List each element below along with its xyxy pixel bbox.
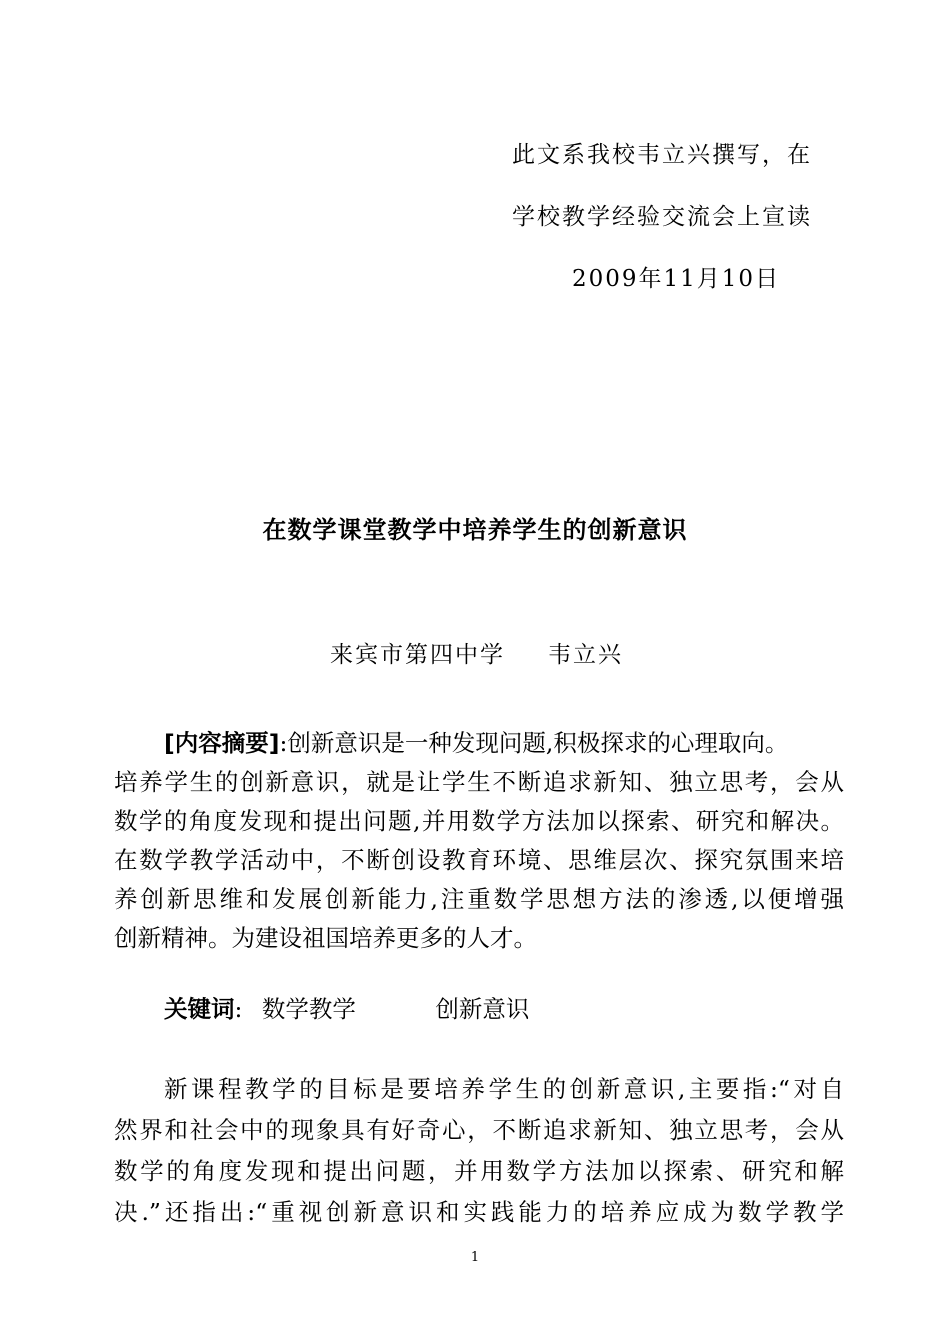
- header-note-line-2: 学校教学经验交流会上宣读: [512, 204, 812, 230]
- page-number: 1: [470, 1250, 480, 1265]
- body-line-4: 决.”还指出:“重视创新意识和实践能力的培养应成为数学教学: [114, 1198, 844, 1226]
- abstract-line-6: 创新精神。为建设祖国培养更多的人才。: [114, 924, 537, 952]
- header-note-line-1: 此文系我校韦立兴撰写，在: [512, 142, 812, 168]
- abstract-line-1: [164, 724, 844, 758]
- author-name: 韦立兴: [548, 642, 623, 668]
- abstract-line-2: 培养学生的创新意识，就是让学生不断追求新知、独立思考，会从: [114, 768, 844, 796]
- body-line-1: 新课程教学的目标是要培养学生的创新意识,主要指:“对自: [164, 1075, 844, 1103]
- abstract-text-1: :创新意识是一种发现问题,积极探求的心理取向。: [279, 729, 789, 757]
- keywords-sep: :: [234, 995, 243, 1023]
- keywords-label: 关键词: [164, 995, 235, 1023]
- abstract-line-4: 在数学教学活动中，不断创设教育环境、思维层次、探究氛围来培: [114, 846, 844, 874]
- keyword-1: 数学教学: [261, 995, 356, 1023]
- abstract-label: [内容摘要]: [164, 729, 280, 757]
- author-school: 来宾市第四中学: [330, 642, 505, 668]
- keywords-line: [164, 990, 844, 1024]
- body-line-3: 数学的角度发现和提出问题，并用数学方法加以探索、研究和解: [114, 1157, 844, 1185]
- body-line-2: 然界和社会中的现象具有好奇心，不断追求新知、独立思考，会从: [114, 1116, 844, 1144]
- document-title: 在数学课堂教学中培养学生的创新意识: [262, 516, 688, 544]
- abstract-line-5: 养创新思维和发展创新能力,注重数学思想方法的渗透,以便增强: [114, 885, 844, 913]
- abstract-line-3: 数学的角度发现和提出问题,并用数学方法加以探索、研究和解决。: [114, 807, 844, 835]
- keyword-2: 创新意识: [435, 995, 530, 1023]
- header-note-date: 2009年11月10日: [572, 266, 781, 292]
